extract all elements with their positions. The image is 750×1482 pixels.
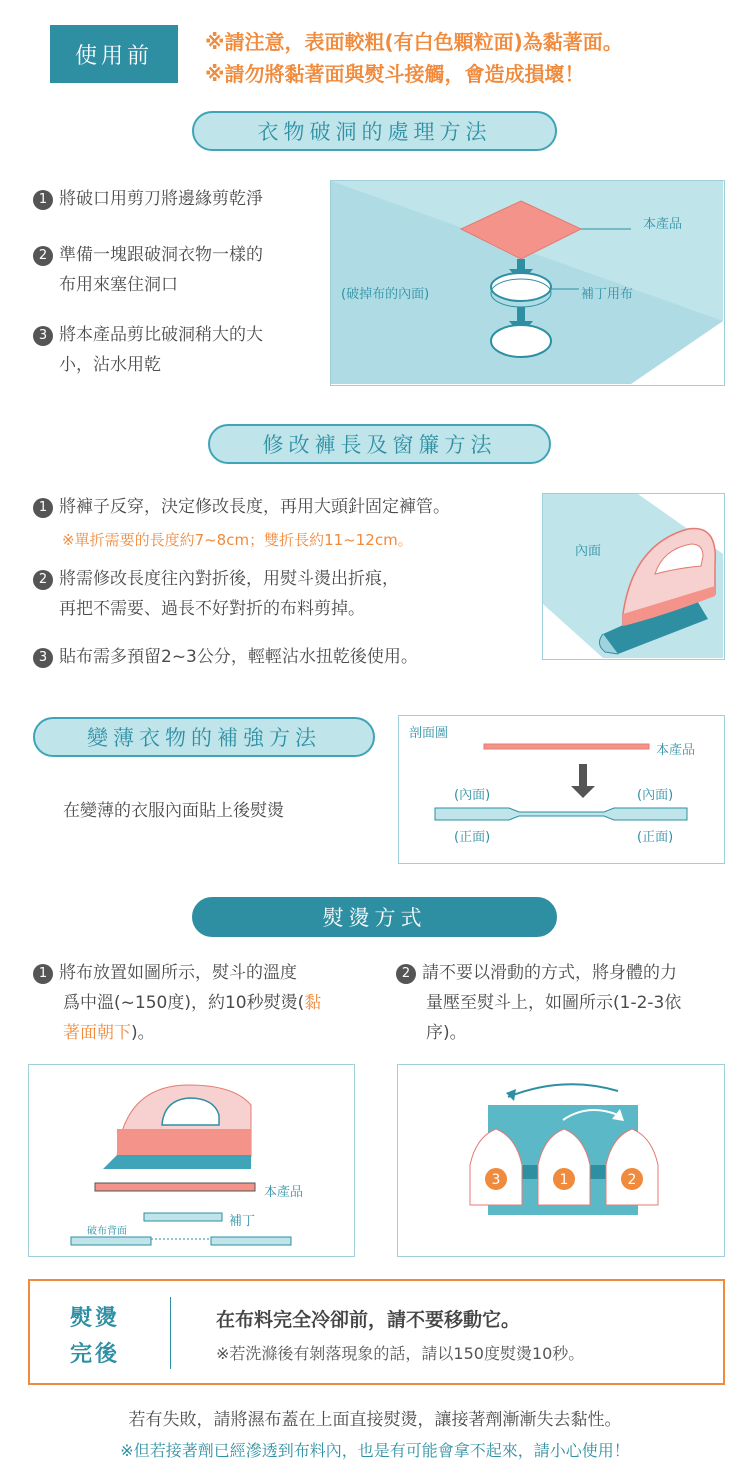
label-product: 本產品	[264, 1185, 304, 1200]
iron-order-2: 2	[627, 1172, 637, 1188]
step-number-2: 2	[33, 246, 53, 266]
s1-step-2: 2 準備一塊跟破洞衣物一樣的 布用來塞住洞口	[33, 240, 263, 300]
hem-diagram	[542, 493, 725, 660]
step-number-1: 1	[33, 964, 53, 984]
iron-sequence-illustration	[398, 1065, 723, 1255]
label-front-left: (正面)	[454, 830, 491, 845]
s2-note: ※單折需要的長度約7~8cm；雙折長約11~12cm。	[62, 531, 413, 549]
step-number-2: 2	[396, 964, 416, 984]
label-inner-side: (破掉布的內面)	[341, 287, 430, 302]
section-title-hem-curtain: 修改褲長及窗簾方法	[208, 424, 551, 464]
s1-step-3: 3 將本產品剪比破洞稍大的大 小，沾水用乾	[33, 320, 263, 380]
badge-before-use: 使用前	[50, 25, 178, 83]
step-number-1: 1	[33, 498, 53, 518]
s2-step-2: 2 將需修改長度往內對折後，用熨斗燙出折痕， 再把不需要、過長不好對折的布料剪掉。	[33, 564, 399, 624]
after-ironing-box	[28, 1279, 725, 1385]
after-main-text: 在布料完全冷卻前，請不要移動它。	[216, 1309, 521, 1331]
after-ironing-title-1: 熨燙	[70, 1306, 121, 1331]
step-number-1: 1	[33, 190, 53, 210]
iron-order-1: 1	[559, 1172, 569, 1188]
iron-on-pants-illustration	[543, 494, 723, 658]
section-title-hole-repair: 衣物破洞的處理方法	[192, 111, 557, 151]
cross-section-diagram	[398, 715, 725, 864]
iron-sequence-diagram	[397, 1064, 725, 1257]
label-product: 本產品	[643, 217, 683, 232]
label-inner: 內面	[575, 544, 602, 559]
warning-line-2: ※請勿將黏著面與熨斗接觸，會造成損壞！	[205, 62, 585, 86]
label-patch: 補丁	[229, 1214, 256, 1229]
after-ironing-title-2: 完後	[70, 1342, 121, 1367]
after-note: ※若洗滌後有剝落現象的話，請以150度熨燙10秒。	[216, 1344, 585, 1363]
warning-line-1: ※請注意，表面較粗(有白色顆粒面)為黏著面。	[205, 30, 623, 54]
s1-step-1: 1 將破口用剪刀將邊緣剪乾淨	[33, 184, 263, 214]
iron-placement-diagram	[28, 1064, 355, 1257]
label-front-right: (正面)	[637, 830, 674, 845]
s3-description: 在變薄的衣服內面貼上後熨燙	[63, 801, 284, 821]
label-patch-cloth: 補丁用布	[581, 287, 634, 302]
step-number-3: 3	[33, 648, 53, 668]
step-number-3: 3	[33, 326, 53, 346]
hole-repair-diagram	[330, 180, 725, 386]
iron-order-3: 3	[491, 1172, 501, 1188]
label-product: 本產品	[656, 743, 696, 758]
label-cross-section: 剖面圖	[409, 726, 449, 741]
s4-col-1: 1 將布放置如圖所示，熨斗的溫度 爲中溫(~150度)，約10秒熨燙(黏 著面朝下)。	[33, 958, 321, 1048]
s4-col-2: 2 請不要以滑動的方式，將身體的力 量壓至熨斗上，如圖所示(1-2-3依 序)。	[396, 958, 681, 1048]
after-divider	[170, 1297, 171, 1369]
footer-line-1: 若有失敗，請將濕布蓋在上面直接熨燙，讓接著劑漸漸失去黏性。	[128, 1410, 622, 1430]
section-title-thin-reinforce: 變薄衣物的補強方法	[33, 717, 375, 757]
section-title-ironing-method: 熨燙方式	[192, 897, 557, 937]
step-number-2: 2	[33, 570, 53, 590]
footer-line-2: ※但若接著劑已經滲透到布料內，也是有可能會拿不起來，請小心使用！	[120, 1441, 630, 1460]
label-torn-back: 破布背面	[87, 1226, 127, 1237]
s2-step-1: 1 將褲子反穿，決定修改長度，再用大頭針固定褲管。	[33, 492, 450, 522]
iron-placement-illustration	[29, 1065, 353, 1255]
label-inner-left: (內面)	[454, 788, 491, 803]
label-inner-right: (內面)	[637, 788, 674, 803]
s2-step-3: 3 貼布需多預留2~3公分，輕輕沾水扭乾後使用。	[33, 642, 418, 672]
